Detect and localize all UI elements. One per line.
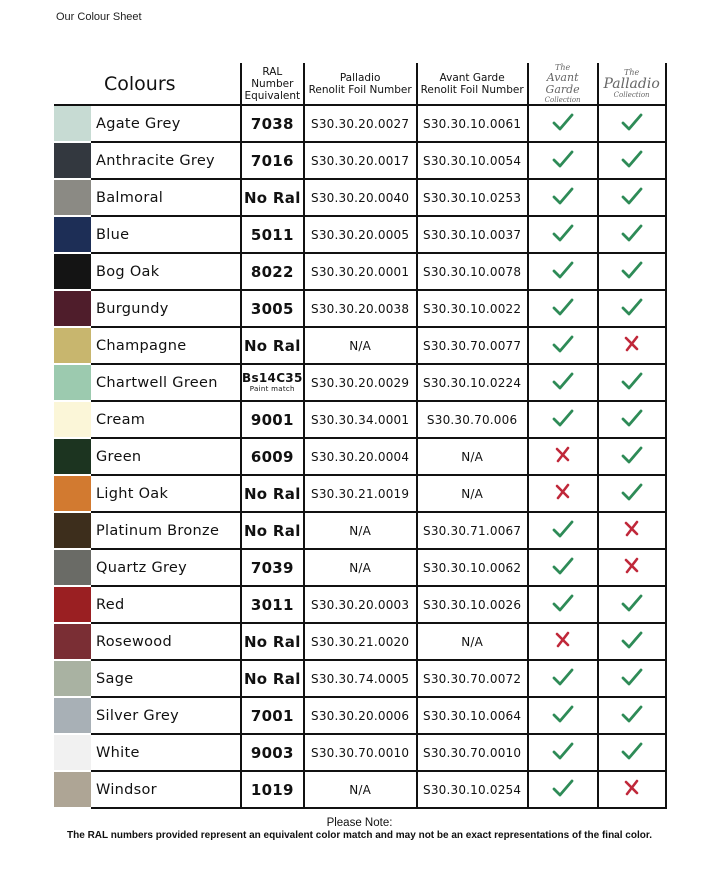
cross-icon <box>620 555 644 577</box>
checkmark-icon <box>551 407 575 429</box>
ral-number: 9003 <box>241 734 304 771</box>
cross-icon <box>620 777 644 799</box>
ral-number: 7039 <box>241 549 304 586</box>
colour-name: Chartwell Green <box>91 364 241 401</box>
checkmark-icon <box>620 407 644 429</box>
avant-garde-collection-logo <box>528 63 598 105</box>
checkmark-icon <box>551 259 575 281</box>
header-palladio-foil <box>304 63 417 105</box>
note-text: The RAL numbers provided represent an equivalent color match and may not be an exact representations of the final color. <box>67 830 652 841</box>
avant-garde-foil-number: N/A <box>417 475 528 512</box>
avant-garde-availability <box>528 290 598 327</box>
checkmark-icon <box>620 148 644 170</box>
avant-garde-foil-number: S30.30.70.0077 <box>417 327 528 364</box>
checkmark-icon <box>551 555 575 577</box>
header-avant-garde-line: Avant Garde <box>439 71 505 84</box>
table-row <box>54 771 666 808</box>
logo-line: Avant Garde <box>545 70 580 96</box>
header-ral-line: RAL <box>262 65 283 78</box>
ral-number: No Ral <box>241 475 304 512</box>
colour-name: Balmoral <box>91 179 241 216</box>
header-palladio-line: Renolit Foil Number <box>308 83 412 96</box>
colour-name: Silver Grey <box>91 697 241 734</box>
palladio-foil-number: S30.30.20.0003 <box>304 586 417 623</box>
colour-swatch <box>54 660 91 697</box>
palladio-foil-number: S30.30.20.0005 <box>304 216 417 253</box>
avant-garde-foil-number: S30.30.10.0078 <box>417 253 528 290</box>
checkmark-icon <box>620 370 644 392</box>
palladio-foil-number: S30.30.20.0038 <box>304 290 417 327</box>
colour-swatch <box>54 216 91 253</box>
colour-swatch <box>54 586 91 623</box>
note-title: Please Note: <box>326 817 393 829</box>
palladio-availability <box>598 475 666 512</box>
avant-garde-foil-number: S30.30.10.0062 <box>417 549 528 586</box>
checkmark-icon <box>551 740 575 762</box>
table-row <box>54 697 666 734</box>
palladio-availability <box>598 253 666 290</box>
checkmark-icon <box>551 185 575 207</box>
palladio-availability <box>598 549 666 586</box>
cross-icon <box>620 333 644 355</box>
palladio-availability <box>598 438 666 475</box>
colour-name: Red <box>91 586 241 623</box>
colour-name: Agate Grey <box>91 105 241 142</box>
table-row <box>54 401 666 438</box>
checkmark-icon <box>620 703 644 725</box>
avant-garde-foil-number: S30.30.10.0064 <box>417 697 528 734</box>
table-row <box>54 253 666 290</box>
palladio-availability <box>598 660 666 697</box>
colour-name: Anthracite Grey <box>91 142 241 179</box>
avant-garde-availability <box>528 475 598 512</box>
avant-garde-foil-number: S30.30.71.0067 <box>417 512 528 549</box>
palladio-foil-number: N/A <box>304 327 417 364</box>
avant-garde-foil-number: S30.30.10.0253 <box>417 179 528 216</box>
checkmark-icon <box>551 333 575 355</box>
colour-swatch <box>54 512 91 549</box>
palladio-availability <box>598 105 666 142</box>
checkmark-icon <box>551 777 575 799</box>
colour-swatch <box>54 475 91 512</box>
avant-garde-availability <box>528 216 598 253</box>
palladio-foil-number: S30.30.70.0010 <box>304 734 417 771</box>
palladio-foil-number: S30.30.20.0029 <box>304 364 417 401</box>
ral-number: 5011 <box>241 216 304 253</box>
colour-name: Rosewood <box>91 623 241 660</box>
ral-number-note: Paint match <box>249 385 295 393</box>
palladio-foil-number: N/A <box>304 771 417 808</box>
checkmark-icon <box>551 222 575 244</box>
checkmark-icon <box>620 740 644 762</box>
colour-name: Green <box>91 438 241 475</box>
colour-swatch <box>54 401 91 438</box>
header-ral-line: Equivalent <box>244 89 301 102</box>
avant-garde-availability <box>528 364 598 401</box>
avant-garde-foil-number: N/A <box>417 438 528 475</box>
table-row <box>54 549 666 586</box>
colour-name: White <box>91 734 241 771</box>
logo-line: The <box>554 62 571 72</box>
ral-number: No Ral <box>241 512 304 549</box>
checkmark-icon <box>620 629 644 651</box>
avant-garde-availability <box>528 660 598 697</box>
colour-name: Cream <box>91 401 241 438</box>
palladio-foil-number: N/A <box>304 512 417 549</box>
checkmark-icon <box>551 111 575 133</box>
palladio-availability <box>598 179 666 216</box>
table-row <box>54 475 666 512</box>
palladio-availability <box>598 290 666 327</box>
table-row <box>54 216 666 253</box>
checkmark-icon <box>551 296 575 318</box>
avant-garde-foil-number: S30.30.10.0054 <box>417 142 528 179</box>
colour-swatch <box>54 438 91 475</box>
colour-swatch <box>54 253 91 290</box>
avant-garde-availability <box>528 549 598 586</box>
colour-name: Light Oak <box>91 475 241 512</box>
header-palladio-line: Palladio <box>339 71 381 84</box>
header-ral-line: Number <box>251 77 294 90</box>
sheet-title: Our Colour Sheet <box>56 11 142 23</box>
palladio-availability <box>598 586 666 623</box>
avant-garde-foil-number: N/A <box>417 623 528 660</box>
avant-garde-availability <box>528 771 598 808</box>
cross-icon <box>551 629 575 651</box>
ral-number <box>241 364 304 401</box>
ral-number: 3005 <box>241 290 304 327</box>
table-row <box>54 142 666 179</box>
checkmark-icon <box>620 666 644 688</box>
colour-swatch <box>54 771 91 808</box>
header-colours: Colours <box>54 63 241 105</box>
ral-number: No Ral <box>241 623 304 660</box>
colour-swatch <box>54 549 91 586</box>
avant-garde-availability <box>528 734 598 771</box>
palladio-foil-number: S30.30.20.0006 <box>304 697 417 734</box>
table-row <box>54 179 666 216</box>
avant-garde-availability <box>528 586 598 623</box>
avant-garde-availability <box>528 512 598 549</box>
checkmark-icon <box>551 666 575 688</box>
colour-swatch <box>54 697 91 734</box>
palladio-foil-number: N/A <box>304 549 417 586</box>
colour-table-body <box>54 105 666 808</box>
palladio-availability <box>598 623 666 660</box>
palladio-availability <box>598 771 666 808</box>
colour-name: Champagne <box>91 327 241 364</box>
header-avant-garde-line: Renolit Foil Number <box>420 83 524 96</box>
ral-number: 7001 <box>241 697 304 734</box>
checkmark-icon <box>551 370 575 392</box>
avant-garde-availability <box>528 438 598 475</box>
palladio-foil-number: S30.30.34.0001 <box>304 401 417 438</box>
table-row <box>54 623 666 660</box>
checkmark-icon <box>620 222 644 244</box>
palladio-foil-number: S30.30.20.0001 <box>304 253 417 290</box>
avant-garde-availability <box>528 697 598 734</box>
avant-garde-foil-number: S30.30.10.0061 <box>417 105 528 142</box>
table-header-row <box>54 63 666 105</box>
palladio-availability <box>598 512 666 549</box>
checkmark-icon <box>620 444 644 466</box>
avant-garde-availability <box>528 105 598 142</box>
table-row <box>54 586 666 623</box>
colour-swatch <box>54 179 91 216</box>
ral-number: No Ral <box>241 327 304 364</box>
palladio-foil-number: S30.30.20.0017 <box>304 142 417 179</box>
palladio-availability <box>598 401 666 438</box>
avant-garde-availability <box>528 401 598 438</box>
ral-number: No Ral <box>241 179 304 216</box>
cross-icon <box>551 481 575 503</box>
table-row <box>54 660 666 697</box>
palladio-foil-number: S30.30.21.0019 <box>304 475 417 512</box>
colour-name: Bog Oak <box>91 253 241 290</box>
colour-swatch <box>54 623 91 660</box>
palladio-availability <box>598 697 666 734</box>
colour-name: Burgundy <box>91 290 241 327</box>
avant-garde-foil-number: S30.30.70.006 <box>417 401 528 438</box>
ral-number: 9001 <box>241 401 304 438</box>
logo-line: Palladio <box>603 75 660 92</box>
colour-name: Sage <box>91 660 241 697</box>
palladio-foil-number: S30.30.20.0004 <box>304 438 417 475</box>
table-row <box>54 327 666 364</box>
avant-garde-foil-number: S30.30.10.0254 <box>417 771 528 808</box>
avant-garde-foil-number: S30.30.10.0026 <box>417 586 528 623</box>
ral-number: 3011 <box>241 586 304 623</box>
checkmark-icon <box>551 703 575 725</box>
palladio-availability <box>598 142 666 179</box>
logo-line: Collection <box>613 90 650 99</box>
palladio-availability <box>598 327 666 364</box>
colour-swatch <box>54 734 91 771</box>
table-row <box>54 364 666 401</box>
table-row <box>54 438 666 475</box>
avant-garde-foil-number: S30.30.10.0037 <box>417 216 528 253</box>
palladio-foil-number: S30.30.20.0040 <box>304 179 417 216</box>
cross-icon <box>551 444 575 466</box>
cross-icon <box>620 518 644 540</box>
colour-swatch <box>54 327 91 364</box>
table-row <box>54 290 666 327</box>
palladio-foil-number: S30.30.21.0020 <box>304 623 417 660</box>
ral-number: 1019 <box>241 771 304 808</box>
avant-garde-foil-number: S30.30.10.0022 <box>417 290 528 327</box>
colour-swatch <box>54 290 91 327</box>
avant-garde-availability <box>528 253 598 290</box>
colour-name: Blue <box>91 216 241 253</box>
avant-garde-availability <box>528 327 598 364</box>
logo-line: The <box>623 67 640 77</box>
avant-garde-foil-number: S30.30.70.0010 <box>417 734 528 771</box>
colour-name: Platinum Bronze <box>91 512 241 549</box>
avant-garde-foil-number: S30.30.10.0224 <box>417 364 528 401</box>
checkmark-icon <box>620 111 644 133</box>
avant-garde-availability <box>528 623 598 660</box>
header-ral <box>241 63 304 105</box>
checkmark-icon <box>551 518 575 540</box>
avant-garde-availability <box>528 142 598 179</box>
avant-garde-availability <box>528 179 598 216</box>
ral-number: No Ral <box>241 660 304 697</box>
palladio-collection-logo <box>598 63 666 105</box>
ral-number-value: Bs14C35 <box>242 371 303 385</box>
header-avant-garde-foil <box>417 63 528 105</box>
table-row <box>54 734 666 771</box>
palladio-availability <box>598 364 666 401</box>
colour-swatch <box>54 142 91 179</box>
colour-name: Quartz Grey <box>91 549 241 586</box>
colour-table <box>54 63 667 809</box>
palladio-foil-number: S30.30.74.0005 <box>304 660 417 697</box>
checkmark-icon <box>551 148 575 170</box>
palladio-availability <box>598 216 666 253</box>
palladio-availability <box>598 734 666 771</box>
colour-swatch <box>54 105 91 142</box>
logo-line: Collection <box>544 95 581 104</box>
checkmark-icon <box>620 592 644 614</box>
table-row <box>54 105 666 142</box>
checkmark-icon <box>620 185 644 207</box>
ral-number: 6009 <box>241 438 304 475</box>
checkmark-icon <box>551 592 575 614</box>
checkmark-icon <box>620 296 644 318</box>
colour-name: Windsor <box>91 771 241 808</box>
ral-number: 7038 <box>241 105 304 142</box>
table-row <box>54 512 666 549</box>
ral-number: 7016 <box>241 142 304 179</box>
checkmark-icon <box>620 259 644 281</box>
checkmark-icon <box>620 481 644 503</box>
avant-garde-foil-number: S30.30.70.0072 <box>417 660 528 697</box>
ral-number: 8022 <box>241 253 304 290</box>
colour-swatch <box>54 364 91 401</box>
palladio-foil-number: S30.30.20.0027 <box>304 105 417 142</box>
